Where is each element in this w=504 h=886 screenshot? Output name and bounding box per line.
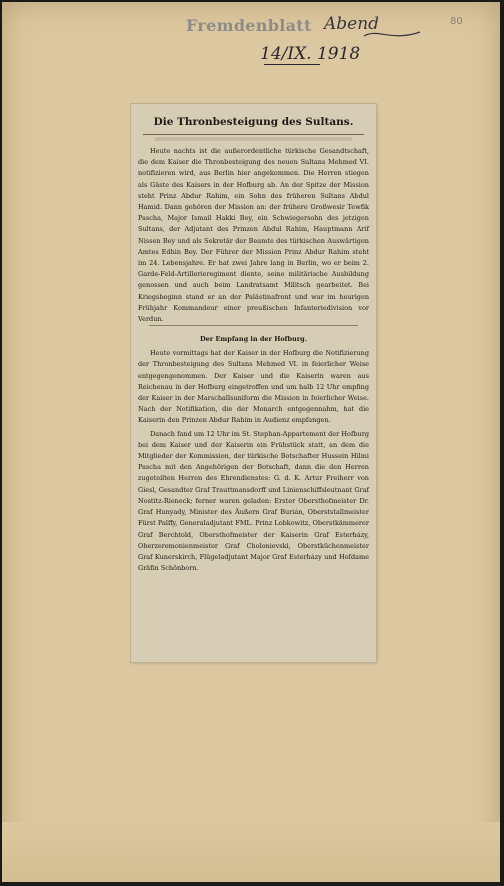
article-paragraph-1: Heute nachts ist die außerordentliche türkische Gesandtschaft, die dem Kaiser die Thronbesteigung des neuen Sultans Mehmed VI. notifizieren wird, aus Berlin hier angekommen. Die Herren stiegen als Gäste des Kaisers in der Hofburg ab. An der Spitze der Mission steht Prinz Abdur Rahim, ein Sohn des früheren Sultans Abdul Hamid. Dann gehören der Mission an: der frühere Großwesir Tewfik Pascha, Major Ismail Hakki Bey, ein Schwiegersohn des jetzigen Sultans, der Adjutant des Prinzen Abdul Rahim, Hauptmann Arif Nissen Bey und als Sekretär der Beamte des türkischen Auswärtigen Amtes Edhin Bey. Der Führer der Mission Prinz Abdur Rahim steht im 24. Lebensjahre. Er hat zwei Jahre lang in Berlin, wo er beim 2. Garde-Feld-Artillerieregiment diente, seine militärische Ausbildung genossen und auch beim Landratsamt Militsch gearbeitet. Bei Kriegsbeginn stand er an der Palästinafront und war im heurigen Frühjahr Kommandeur einer preußischen Infanteriedivision vor Verdun. (138, 147, 369, 324)
article-title: Die Thronbesteigung des Sultans. (153, 116, 354, 128)
handwritten-date: 14/IX. 1918 (260, 44, 361, 64)
bleed-through-line (155, 137, 352, 141)
newspaper-stamp: Fremdenblatt (186, 16, 312, 35)
article-paragraph-2: Heute vormittags hat der Kaiser in der Hofburg die Notifizierung der Thronbesteigung des Sultans Mehmed VI. in feierlicher Weise entgegengenommen. Der Kaiser und die Kaiserin waren aus Reichenau in der Hofburg eingetroffen und um halb 12 Uhr empfing der Kaiser in der Marschallsuniform die Mission in feierlicher Weise. Nach der Notifikation, die der Monarch entgegennahm, hat die Kaiserin den Prinzen Abdur Rahim in Audienz empfangen. (138, 349, 369, 425)
flourish-icon (362, 24, 422, 44)
newspaper-clipping (131, 104, 376, 662)
title-rule (143, 134, 364, 135)
archive-sheet (2, 2, 500, 882)
article-subheading: Der Empfang in der Hofburg. (200, 335, 307, 344)
handwritten-edition: Abend (324, 14, 380, 34)
section-rule-top (149, 325, 358, 326)
archive-number: 80 (450, 16, 463, 27)
article-paragraph-3: Danach fand um 12 Uhr im St. Stephan-Appartement der Hofburg bei dem Kaiser und der Kaiserin ein Frühstück statt, an dem die Mitglieder der Kommission, der türkische Botschafter Hussein Hilmi Pascha mit den Angehörigen der Botschaft, dann die den Herren zugeteilten Herren des Ehrendienstes: G. d. K. Artur Freiherr von Giesl, Gesandter Graf Trauttmansdorff und Linienschiffsleutnant Graf Nostitz-Rieneck; ferner waren geladen: Erster Obersthofmeister Dr. Graf Hunyady, Minister des Äußern Graf Burián, Oberststallmeister Fürst Palffy, Generaladjutant FML. Prinz Lobkowitz, Oberstkämmerer Graf Berchtold, Obersthofmeister der Kaiserin Graf Esterházy, Oberzeremonienmeister Graf Cholonievski, Oberstküchenmeister Graf Kunerskirch, Flügeladjutant Major Graf Esterházy und Hofdame Gräfin Schönborn. (138, 429, 369, 573)
date-underline (264, 64, 320, 65)
